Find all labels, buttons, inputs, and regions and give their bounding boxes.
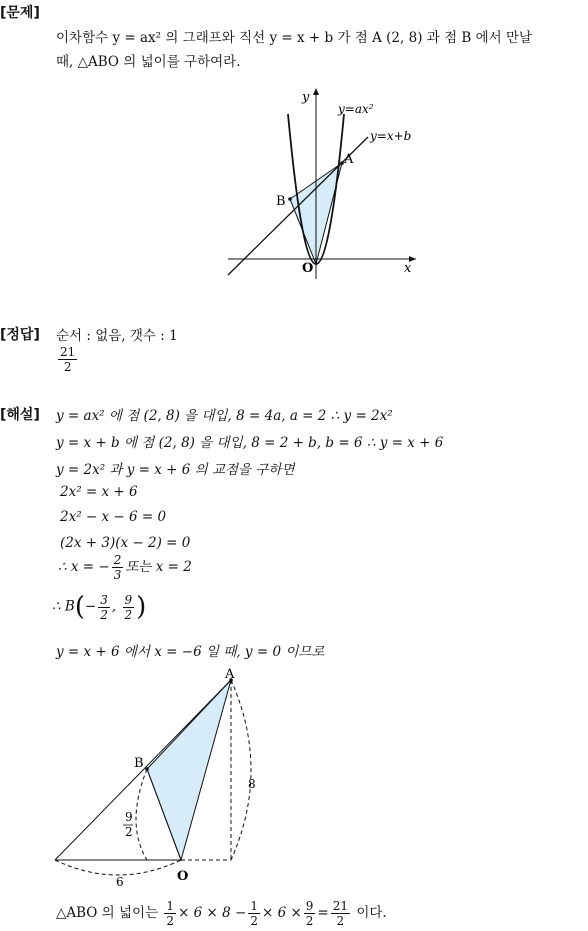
solution-step-2: y = x + b 에 점 (2, 8) 을 대입, 8 = 2 + b, b = 6 ∴ y = x + 6	[56, 435, 444, 451]
step-7-num: 2	[113, 553, 122, 567]
step-8-den-1: 2	[100, 607, 108, 622]
answer-value	[56, 346, 79, 373]
solution-step-3: y = 2x² 과 y = x + 6 의 교점을 구하면	[56, 462, 295, 478]
height-a-brace	[231, 680, 251, 860]
answer-tag: [정답]	[0, 327, 40, 343]
solution-figure-triangle	[45, 664, 270, 894]
step-8-prefix: ∴ B	[52, 598, 75, 615]
problem-tag: [문제]	[0, 5, 40, 21]
final-mid-2: × 6 ×	[261, 905, 302, 921]
y-axis-label: y	[302, 90, 310, 105]
answer-denominator: 2	[63, 360, 72, 374]
final-den-4: 2	[336, 914, 345, 928]
step-7-den: 3	[113, 568, 122, 582]
final-num-1: 1	[166, 899, 175, 913]
solution-step-5: 2x² − x − 6 = 0	[60, 509, 167, 525]
triangle-abo-fill	[147, 680, 231, 860]
final-num-2: 1	[250, 899, 258, 913]
x-axis-label: x	[404, 261, 412, 276]
final-num-3: 9	[305, 899, 314, 913]
step-8-num-1: 3	[100, 592, 108, 607]
problem-figure-graph	[218, 84, 428, 284]
solution-step-1: y = ax² 에 점 (2, 8) 을 대입, 8 = 4a, a = 2 ∴ y = 2x²	[56, 408, 393, 424]
solution-step-9: y = x + 6 에서 x = −6 일 때, y = 0 이므로	[56, 644, 325, 660]
final-den-3: 2	[305, 914, 314, 928]
problem-line-2: 때, △ABO 의 넓이를 구하여라.	[56, 54, 241, 70]
solution-final	[56, 900, 387, 927]
solution-step-7	[58, 554, 192, 581]
final-num-4: 21	[332, 899, 349, 913]
final-den-1: 2	[166, 914, 175, 928]
solution-step-4: 2x² = x + 6	[60, 484, 138, 500]
parabola-label: y=ax²	[338, 102, 374, 116]
solution-step-8: ∴ B(− $\frac{3}{2}$ , $\frac{9}{2}$ )	[52, 592, 147, 622]
answer-numerator: 21	[60, 345, 76, 359]
base-brace	[55, 860, 181, 875]
solution-step-6: (2x + 3)(x − 2) = 0	[60, 535, 191, 551]
step-8-num-2: 9	[124, 592, 133, 607]
step-7-prefix: ∴ x = −	[58, 559, 110, 575]
final-den-2: 2	[250, 914, 258, 928]
point-a-label: A	[344, 152, 354, 167]
final-prefix: △ABO 의 넓이는	[56, 905, 159, 921]
fig2-point-b: B	[134, 756, 144, 771]
point-b-label: B	[276, 194, 286, 209]
b-height-num: 9	[125, 810, 133, 824]
height-b-brace	[136, 769, 147, 860]
answer-meta: 순서 : 없음, 갯수 : 1	[56, 328, 178, 344]
final-equals: =	[317, 905, 329, 921]
base-label: 6	[116, 875, 124, 889]
fig2-point-a: A	[225, 667, 235, 682]
step-8-den-2: 2	[124, 607, 133, 622]
height-label: 8	[248, 777, 256, 791]
step-7-suffix: 또는 x = 2	[125, 559, 192, 575]
fig2-origin: O	[177, 869, 189, 884]
b-height-den: 2	[125, 825, 133, 839]
origin-label: O	[302, 261, 314, 276]
line-label: y=x+b	[370, 129, 412, 143]
problem-line-1: 이차함수 y = ax² 의 그래프와 직선 y = x + b 가 점 A (2, 8) 과 점 B 에서 만날	[56, 30, 533, 46]
final-suffix: 이다.	[356, 905, 387, 921]
solution-tag: [해설]	[0, 407, 40, 423]
final-mid-1: × 6 × 8 −	[178, 905, 247, 921]
